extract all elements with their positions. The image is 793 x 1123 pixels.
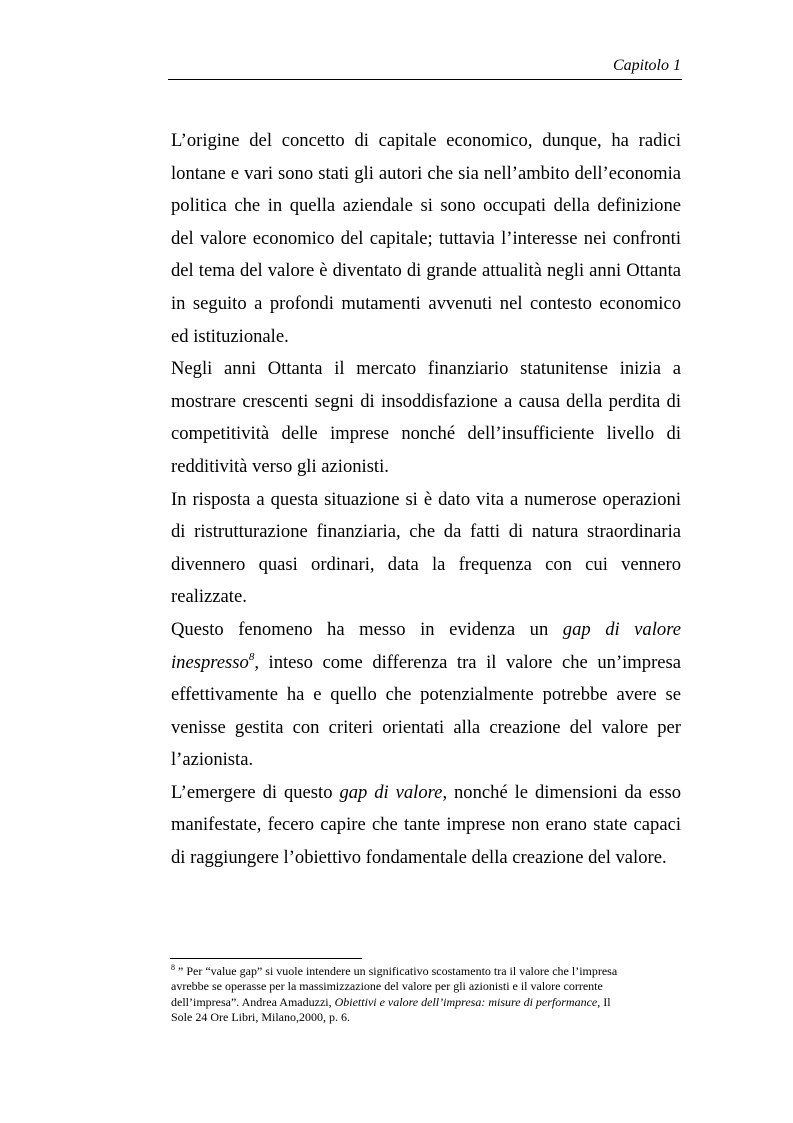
text-line: venisse gestita con criteri orientati alla creazione del valore per — [171, 716, 681, 738]
text-segment: Questo fenomeno ha messo in evidenza un — [171, 618, 549, 640]
text-line: del valore economico del capitale; tuttavia l’interesse nei confronti — [171, 227, 681, 249]
footnote-rule — [170, 958, 362, 959]
text-line: di raggiungere l’obiettivo fondamentale della creazione del valore. — [171, 847, 667, 869]
text-line: l’azionista. — [171, 749, 254, 771]
text-segment: , Il — [597, 994, 611, 1009]
footnote-book-title: Obiettivi e valore dell’impresa: misure di performance — [334, 994, 598, 1009]
footnote-line: Sole 24 Ore Libri, Milano,2000, p. 6. — [171, 1010, 350, 1025]
text-line: di ristrutturazione finanziaria, che da fatti di natura straordinaria — [171, 521, 681, 543]
footnote-marker: 8 — [171, 963, 175, 972]
text-line — [171, 777, 681, 810]
text-line: redditività verso gli azionisti. — [171, 455, 389, 477]
text-line: ed istituzionale. — [171, 325, 289, 347]
text-segment: , inteso come differenza tra il valore che un’impresa — [254, 651, 681, 673]
text-line: In risposta a questa situazione si è dato vita a numerose operazioni — [171, 488, 681, 510]
text-segment: , nonché le dimensioni da esso — [442, 781, 681, 803]
footnote-line: avrebbe se operasse per la massimizzazione del valore per gli azionisti e il valore corrente — [171, 979, 603, 994]
text-line: effettivamente ha e quello che potenzialmente potrebbe avere se — [171, 684, 681, 706]
text-segment: ” Per “value gap” si vuole intendere un significativo scostamento tra il valore che l’impresa — [175, 964, 618, 978]
footnote — [171, 964, 681, 1026]
text-line: in seguito a profondi mutamenti avvenuti nel contesto economico — [171, 292, 681, 314]
running-header: Capitolo 1 — [612, 57, 681, 74]
text-line: del tema del valore è diventato di grande attualità negli anni Ottanta — [171, 260, 681, 282]
footnote-line — [171, 995, 681, 1010]
header-rule — [168, 79, 682, 80]
footnote-line — [171, 964, 681, 979]
text-line: manifestate, fecero capire che tante imprese non erano state capaci — [171, 814, 681, 836]
footnote-reference: 8 — [248, 650, 255, 663]
body-text — [171, 125, 681, 875]
text-line: divennero quasi ordinari, data la frequenza con cui vennero — [171, 553, 681, 575]
text-line: competitività delle imprese nonché dell’insufficiente livello di — [171, 423, 681, 445]
italic-term: gap di valore — [562, 618, 681, 640]
text-segment: L’emergere di questo — [171, 781, 333, 803]
italic-term: gap di valore — [339, 781, 443, 803]
text-line — [171, 614, 681, 647]
text-line: realizzate. — [171, 586, 247, 608]
text-line: mostrare crescenti segni di insoddisfazione a causa della perdita di — [171, 390, 681, 412]
text-line: lontane e vari sono stati gli autori che sia nell’ambito dell’economia — [171, 162, 681, 184]
text-line — [171, 647, 681, 680]
text-line: politica che in quella aziendale si sono occupati della definizione — [171, 195, 681, 217]
text-line: L’origine del concetto di capitale economico, dunque, ha radici — [171, 130, 681, 151]
italic-term: inespresso — [171, 651, 249, 673]
text-segment: dell’impresa”. Andrea Amaduzzi, — [171, 994, 332, 1009]
text-line: Negli anni Ottanta il mercato finanziario statunitense inizia a — [171, 358, 681, 380]
